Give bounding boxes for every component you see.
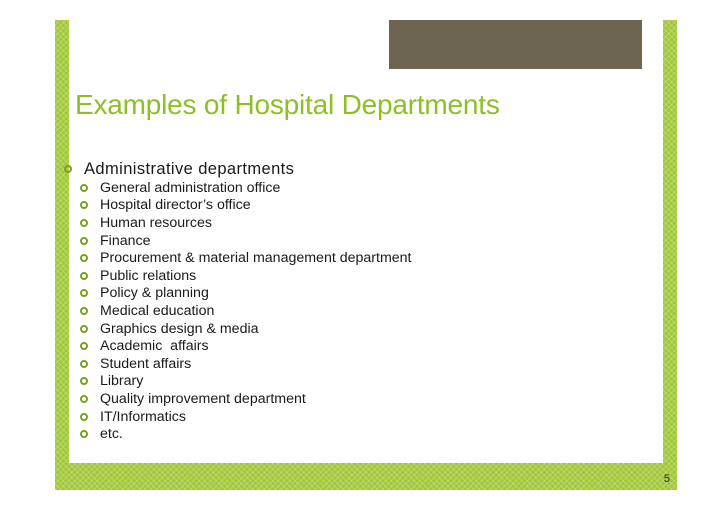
sub-bullet-item	[80, 408, 412, 426]
sub-bullet-text: Academic affairs	[100, 338, 209, 355]
sub-bullet-item	[80, 373, 412, 391]
sub-bullet-item	[80, 249, 412, 267]
sub-bullet-item	[80, 337, 412, 355]
sub-bullet-text: Human resources	[100, 214, 212, 231]
bullet-circle-icon	[80, 219, 88, 227]
bullet-circle-icon	[80, 360, 88, 368]
sub-bullet-text: Policy & planning	[100, 285, 209, 302]
bullet-list	[64, 159, 412, 443]
bullet-circle-icon	[80, 395, 88, 403]
sub-bullet-text: Finance	[100, 232, 151, 249]
sub-bullet-text: Student affairs	[100, 355, 192, 372]
main-bullet-text: Administrative departments	[84, 159, 295, 178]
bullet-circle-icon	[80, 413, 88, 421]
sub-bullet-item	[80, 197, 412, 215]
bullet-circle-icon	[80, 237, 88, 245]
sub-bullet-item	[80, 214, 412, 232]
sub-bullet-text: Medical education	[100, 302, 215, 319]
bullet-circle-icon	[80, 184, 88, 192]
sub-bullet-item	[80, 320, 412, 338]
bullet-circle-icon	[80, 289, 88, 297]
bullet-circle-icon	[64, 165, 72, 173]
sub-bullet-text: Library	[100, 373, 144, 390]
sub-bullet-item	[80, 425, 412, 443]
sub-bullet-item	[80, 232, 412, 250]
sub-bullet-item	[80, 285, 412, 303]
sub-bullet-item	[80, 267, 412, 285]
bullet-circle-icon	[80, 377, 88, 385]
sub-bullet-text: General administration office	[100, 179, 281, 196]
slide-title: Examples of Hospital Departments	[75, 89, 500, 120]
sub-bullet-text: Graphics design & media	[100, 320, 259, 337]
bullet-circle-icon	[80, 272, 88, 280]
sub-bullet-text: Public relations	[100, 267, 197, 284]
sub-bullet-text: IT/Informatics	[100, 408, 186, 425]
page-number: 5	[663, 473, 670, 485]
bullet-circle-icon	[80, 325, 88, 333]
sub-bullet-text: etc.	[100, 426, 123, 443]
bullet-circle-icon	[80, 254, 88, 262]
header-accent-bar	[389, 20, 642, 69]
sub-bullet-item	[80, 355, 412, 373]
sub-bullet-item	[80, 302, 412, 320]
sub-bullet-text: Procurement & material management department	[100, 250, 412, 267]
main-bullet-row	[64, 159, 412, 179]
sub-bullet-item	[80, 179, 412, 197]
sub-bullet-text: Hospital director’s office	[100, 197, 251, 214]
bullet-circle-icon	[80, 201, 88, 209]
sub-bullet-item	[80, 390, 412, 408]
sub-bullet-text: Quality improvement department	[100, 390, 306, 407]
bullet-circle-icon	[80, 430, 88, 438]
sub-bullet-list	[64, 179, 412, 443]
main-bullet-item	[64, 159, 412, 443]
bullet-circle-icon	[80, 342, 88, 350]
bullet-circle-icon	[80, 307, 88, 315]
